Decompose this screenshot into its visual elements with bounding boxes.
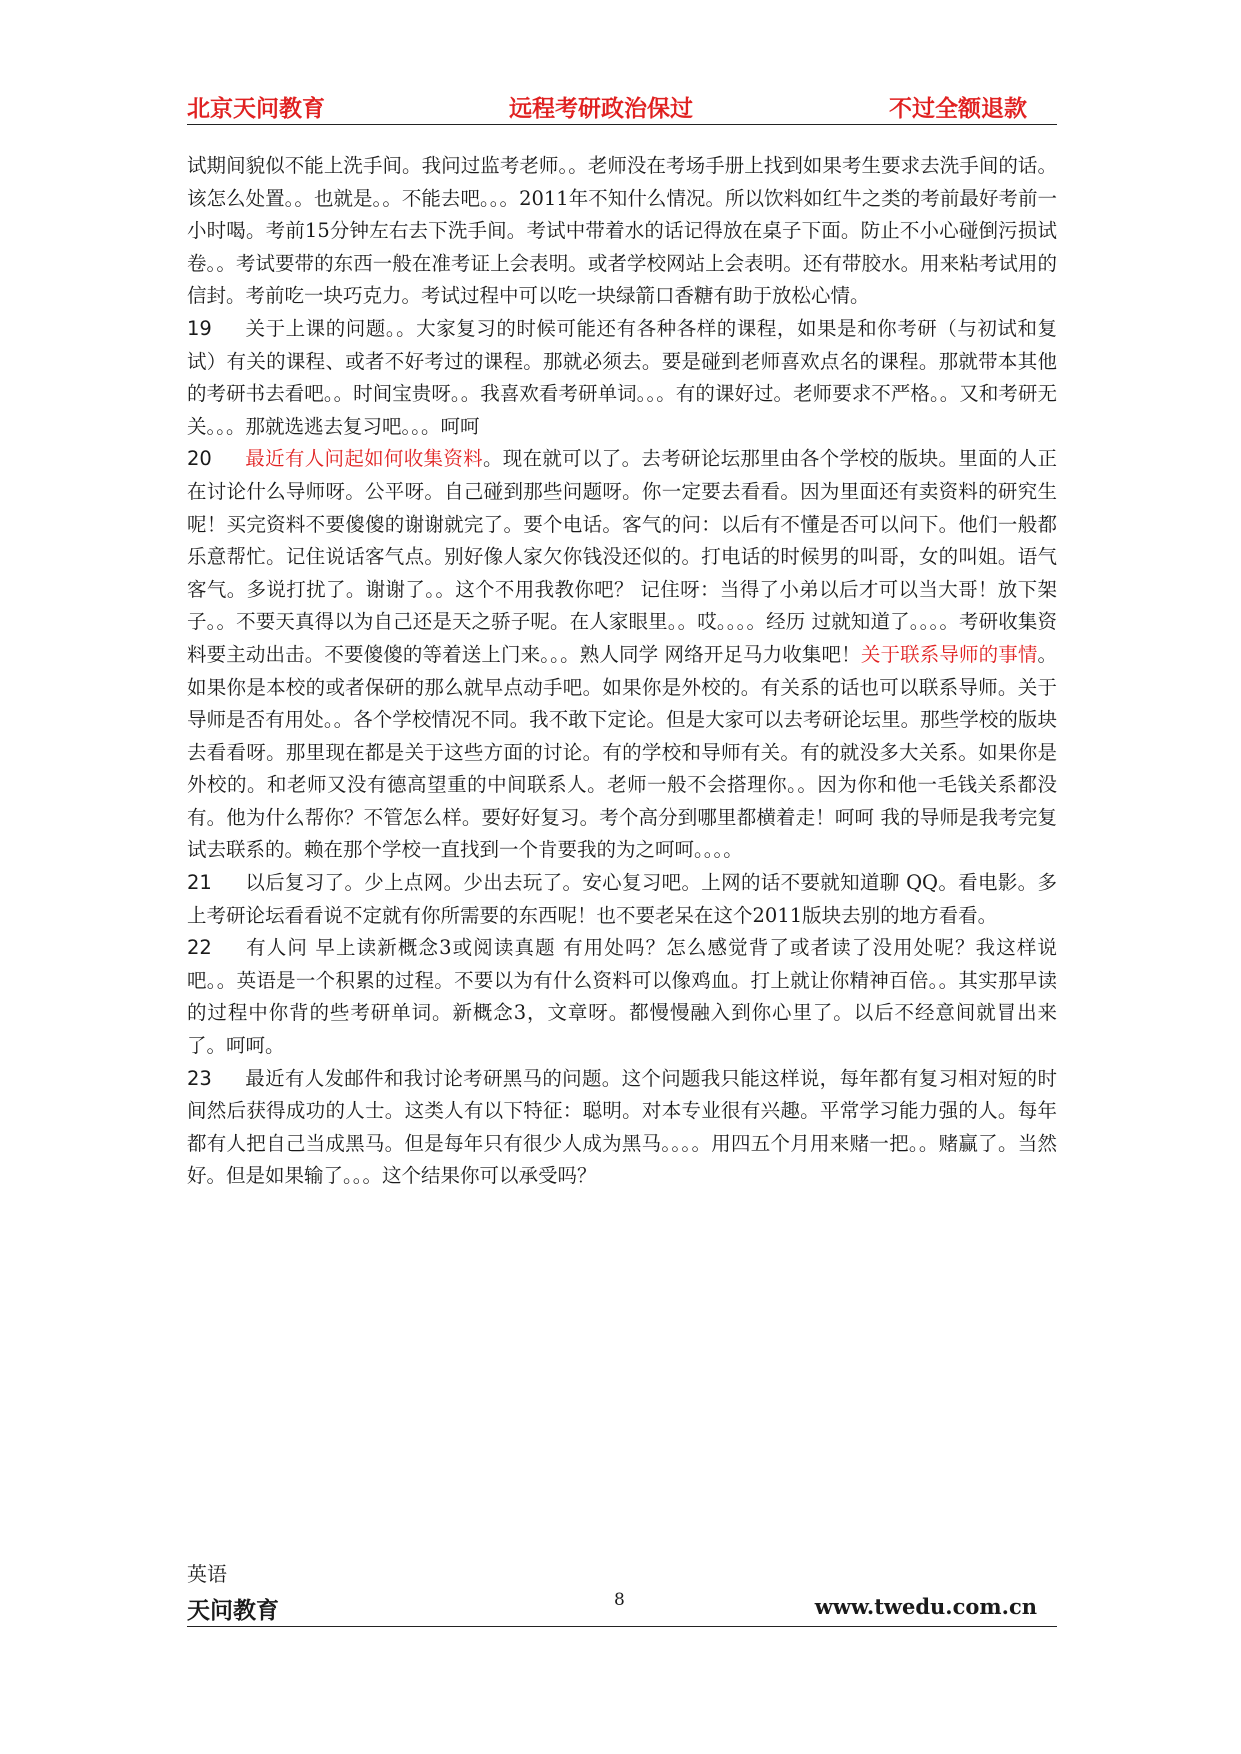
paragraph-20 — [187, 443, 1057, 867]
header-left-text: 北京天问教育 — [187, 95, 325, 122]
highlighted-heading: 最近有人问起如何收集资料 — [245, 447, 483, 471]
document-body — [187, 150, 1057, 1193]
header-center-text: 远程考研政治保过 — [509, 95, 693, 122]
footer-note: 英语 — [187, 1562, 227, 1586]
paragraph-text: 有人问 早上读新概念3或阅读真题 有用处吗？怎么感觉背了或者读了没用处呢？我这样说吧。。英语是一个积累的过程。不要以为有什么资料可以像鸡血。打上就让你精神百倍。。其实那早读的过程中你背的些考研单词。新概念3，文章呀。都慢慢融入到你心里了。以后不经意间就冒出来了。呵呵。 — [187, 936, 1057, 1058]
paragraph-text: 最近有人发邮件和我讨论考研黑马的问题。这个问题我只能这样说，每年都有复习相对短的时间然后获得成功的人士。这类人有以下特征：聪明。对本专业很有兴趣。平常学习能力强的人。每年都有人把自己当成黑马。但是每年只有很少人成为黑马。。。。用四五个月用来赌一把。。赌赢了。当然好。但是如果输了。。。这个结果你可以承受吗？ — [187, 1066, 1057, 1188]
paragraph-21 — [187, 867, 1057, 932]
paragraph-text: 。如果你是本校的或者保研的那么就早点动手吧。如果你是外校的。有关系的话也可以联系导师。关于导师是否有用处。。各个学校情况不同。我不敢下定论。但是大家可以去考研论坛里。那些学校的版块去看看呀。那里现在都是关于这些方面的讨论。有的学校和导师有关。有的就没多大关系。如果你是外校的。和老师又没有德高望重的中间联系人。老师一般不会搭理你。。因为你和他一毛钱关系都没有。他为什么帮你？不管怎么样。要好好复习。考个高分到哪里都横着走！呵呵 我的导师是我考完复试去联系的。赖在那个学校一直找到一个肯要我的为之呵呵。。。。 — [187, 642, 1057, 862]
paragraph-text: 以后复习了。少上点网。少出去玩了。安心复习吧。上网的话不要就知道聊 QQ。看电影。多上考研论坛看看说不定就有你所需要的东西呢！也不要老呆在这个2011版块去别的地方看看。 — [187, 871, 1057, 927]
footer-left-text: 天问教育 — [187, 1597, 279, 1624]
page-number: 8 — [614, 1590, 625, 1610]
paragraph-number: 21 — [187, 871, 212, 895]
paragraph-text: 关于上课的问题。。大家复习的时候可能还有各种各样的课程，如果是和你考研（与初试和复试）有关的课程、或者不好考过的课程。那就必须去。要是碰到老师喜欢点名的课程。那就带本其他的考研书去看吧。。时间宝贵呀。。我喜欢看考研单词。。。有的课好过。老师要求不严格。。又和考研无关。。。那就选逃去复习吧。。。呵呵 — [187, 316, 1057, 438]
paragraph-text: 试期间貌似不能上洗手间。我问过监考老师。。老师没在考场手册上找到如果考生要求去洗手间的话。该怎么处置。。也就是。。不能去吧。。。2011年不知什么情况。所以饮料如红牛之类的考前最好考前一小时喝。考前15分钟左右去下洗手间。考试中带着水的话记得放在桌子下面。防止不小心碰倒污损试卷。。考试要带的东西一般在准考证上会表明。或者学校网站上会表明。还有带胶水。用来粘考试用的信封。考前吃一块巧克力。考试过程中可以吃一块绿箭口香糖有助于放松心情。 — [187, 154, 1057, 308]
page-footer — [187, 1592, 1057, 1627]
paragraph-number: 20 — [187, 447, 212, 471]
paragraph-number: 23 — [187, 1066, 212, 1090]
footer-website: www.twedu.com.cn — [814, 1594, 1037, 1619]
highlighted-heading: 关于联系导师的事情 — [860, 642, 1038, 666]
header-right-text: 不过全额退款 — [889, 95, 1027, 122]
paragraph-22 — [187, 932, 1057, 1062]
paragraph-19 — [187, 313, 1057, 443]
paragraph-text: 。现在就可以了。去考研论坛那里由各个学校的版块。里面的人正在讨论什么导师呀。公平呀。自己碰到那些问题呀。你一定要去看看。因为里面还有卖资料的研究生呢！买完资料不要傻傻的谢谢就完了。要个电话。客气的问：以后有不懂是否可以问下。他们一般都乐意帮忙。记住说话客气点。别好像人家欠你钱没还似的。打电话的时候男的叫哥，女的叫姐。语气客气。多说打扰了。谢谢了。。这个不用我教你吧？ 记住呀：当得了小弟以后才可以当大哥！放下架子。。不要天真得以为自己还是天之骄子呢。在人家眼里。。哎。。。。经历 过就知道了。。。。考研收集资料要主动出击。不要傻傻的等着送上门来。。。熟人同学 网络开足马力收集吧！ — [187, 447, 1057, 666]
paragraph-23 — [187, 1063, 1057, 1193]
paragraph-number: 22 — [187, 936, 212, 960]
paragraph-continued — [187, 150, 1057, 313]
page-header — [187, 88, 1057, 125]
paragraph-number: 19 — [187, 316, 212, 340]
